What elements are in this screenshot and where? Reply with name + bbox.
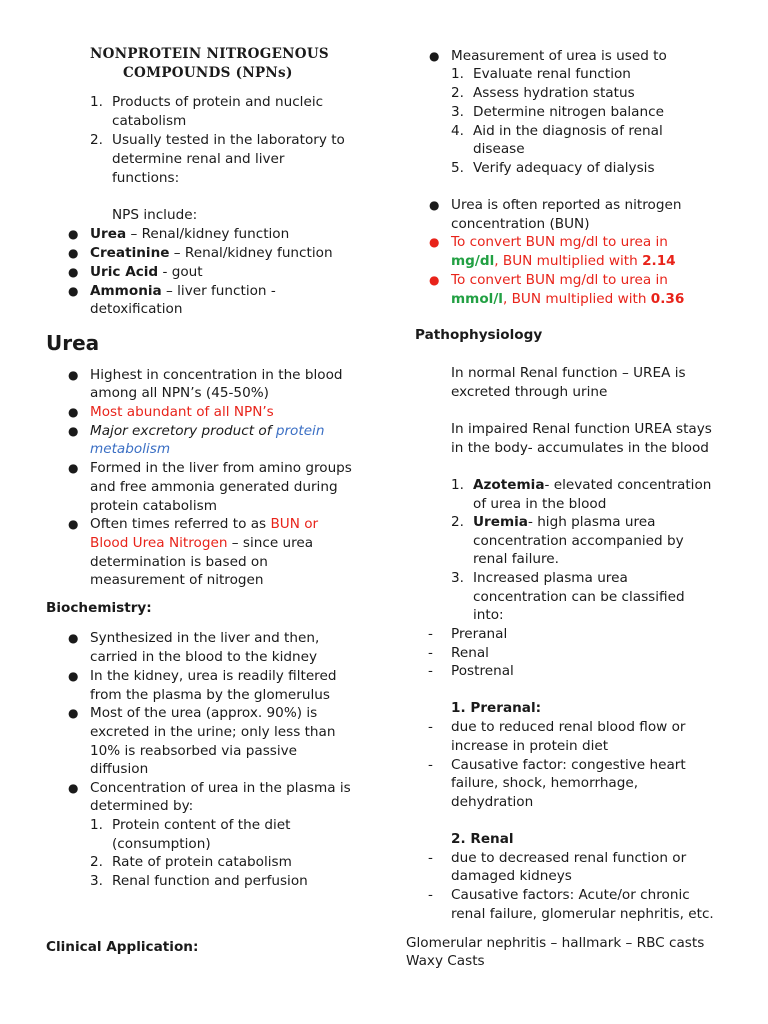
- biochem-bullet2-line1: In the kidney, urea is readily filtered: [90, 668, 337, 684]
- list-item: Uric Acid - gout: [90, 264, 203, 280]
- bullet-icon: ●: [68, 424, 79, 438]
- convert1-line2: mg/dl, BUN multiplied with 2.14: [451, 253, 676, 269]
- uremia-line1: Uremia- high plasma urea: [473, 514, 656, 530]
- normal-line1: In normal Renal function – UREA is: [451, 365, 686, 381]
- increased-line1: Increased plasma urea: [473, 570, 628, 586]
- preranal-desc2-line1: Causative factor: congestive heart: [451, 757, 686, 773]
- biochem-bullet3-line3: 10% is reabsorbed via passive: [90, 743, 298, 759]
- preranal-heading: 1. Preranal:: [451, 700, 542, 716]
- uremia-line3: renal failure.: [473, 551, 559, 567]
- biochem-bullet1-line2: carried in the blood to the kidney: [90, 649, 318, 665]
- biochem-sub1-line1: Protein content of the diet: [112, 817, 291, 833]
- list-number: 3.: [451, 570, 464, 586]
- azotemia-line2: of urea in the blood: [473, 496, 607, 512]
- list-item: Creatinine – Renal/kidney function: [90, 245, 333, 261]
- biochem-sub1-line2: (consumption): [112, 836, 211, 852]
- pathophysiology-heading: Pathophysiology: [415, 327, 543, 343]
- list-number: 2.: [90, 132, 103, 148]
- urea-bullet2: Most abundant of all NPN’s: [90, 404, 274, 420]
- list-number: 2.: [451, 85, 464, 101]
- list-item: Urea – Renal/kidney function: [90, 226, 290, 242]
- increased-line3: into:: [473, 607, 504, 623]
- dash-icon: -: [428, 645, 433, 661]
- biochem-bullet3-line1: Most of the urea (approx. 90%) is: [90, 705, 318, 721]
- preranal-desc1-line2: increase in protein diet: [451, 738, 609, 754]
- clinical-application-heading: Clinical Application:: [46, 939, 199, 955]
- bullet-icon: ●: [429, 273, 440, 287]
- bullet-icon: ●: [68, 781, 79, 795]
- renal-desc1-line1: due to decreased renal function or: [451, 850, 687, 866]
- measure-item: Verify adequacy of dialysis: [473, 160, 655, 176]
- bullet-icon: ●: [429, 49, 440, 63]
- bullet-icon: ●: [68, 405, 79, 419]
- measure-item: Determine nitrogen balance: [473, 104, 664, 120]
- glomerular-line2: Waxy Casts: [406, 953, 485, 969]
- convert2-line1: To convert BUN mg/dl to urea in: [451, 272, 668, 288]
- measure-item: Assess hydration status: [473, 85, 635, 101]
- bullet-icon: ●: [68, 461, 79, 475]
- uremia-line2: concentration accompanied by: [473, 533, 684, 549]
- convert1-line1: To convert BUN mg/dl to urea in: [451, 234, 668, 250]
- urea-bullet5-line3: determination is based on: [90, 554, 268, 570]
- measure-item: Aid in the diagnosis of renal: [473, 123, 663, 139]
- reported-line1: Urea is often reported as nitrogen: [451, 197, 682, 213]
- urea-bullet3-line1: Major excretory product of protein: [90, 423, 325, 439]
- renal-desc2-line2: renal failure, glomerular nephritis, etc.: [451, 906, 714, 922]
- biochem-bullet1-line1: Synthesized in the liver and then,: [90, 630, 320, 646]
- biochem-bullet2-line2: from the plasma by the glomerulus: [90, 687, 330, 703]
- dash-icon: -: [428, 663, 433, 679]
- impaired-line1: In impaired Renal function UREA stays: [451, 421, 712, 437]
- bullet-icon: ●: [68, 265, 79, 279]
- urea-bullet4-line1: Formed in the liver from amino groups: [90, 460, 352, 476]
- list-item-continuation: detoxification: [90, 301, 183, 317]
- list-number: 4.: [451, 123, 464, 139]
- list-number: 1.: [90, 817, 103, 833]
- list-number: 3.: [451, 104, 464, 120]
- urea-bullet3-line2: metabolism: [90, 441, 171, 457]
- bullet-icon: ●: [68, 631, 79, 645]
- reported-line2: concentration (BUN): [451, 216, 590, 232]
- bullet-icon: ●: [68, 517, 79, 531]
- impaired-line2: in the body- accumulates in the blood: [451, 440, 709, 456]
- biochem-sub3: Renal function and perfusion: [112, 873, 308, 889]
- measure-item-continuation: disease: [473, 141, 525, 157]
- normal-line2: excreted through urine: [451, 384, 608, 400]
- convert2-line2: mmol/l, BUN multiplied with 0.36: [451, 291, 685, 307]
- dash-icon: -: [428, 850, 433, 866]
- renal-desc2-line1: Causative factors: Acute/or chronic: [451, 887, 690, 903]
- list-number: 2.: [90, 854, 103, 870]
- measure-line: Measurement of urea is used to: [451, 48, 667, 64]
- biochem-bullet3-line4: diffusion: [90, 761, 149, 777]
- renal-desc1-line2: damaged kidneys: [451, 868, 572, 884]
- urea-bullet5-line2: Blood Urea Nitrogen – since urea: [90, 535, 314, 551]
- biochem-bullet4-line1: Concentration of urea in the plasma is: [90, 780, 351, 796]
- bullet-icon: ●: [68, 227, 79, 241]
- urea-heading: Urea: [46, 331, 100, 355]
- biochem-bullet3-line2: excreted in the urine; only less than: [90, 724, 336, 740]
- npn-item2-line1: Usually tested in the laboratory to: [112, 132, 345, 148]
- npn-title-line1: NONPROTEIN NITROGENOUS: [90, 46, 329, 62]
- npn-item2-line2: determine renal and liver: [112, 151, 285, 167]
- preranal-desc2-line3: dehydration: [451, 794, 534, 810]
- preranal-desc2-line2: failure, shock, hemorrhage,: [451, 775, 639, 791]
- class-item: Renal: [451, 645, 489, 661]
- bullet-icon: ●: [68, 284, 79, 298]
- urea-bullet4-line2: and free ammonia generated during: [90, 479, 338, 495]
- class-item: Postrenal: [451, 663, 514, 679]
- bullet-icon: ●: [68, 246, 79, 260]
- list-number: 1.: [451, 477, 464, 493]
- list-number: 1.: [451, 66, 464, 82]
- dash-icon: -: [428, 719, 433, 735]
- urea-bullet1-line1: Highest in concentration in the blood: [90, 367, 343, 383]
- list-number: 2.: [451, 514, 464, 530]
- urea-bullet5-line4: measurement of nitrogen: [90, 572, 264, 588]
- biochem-sub2: Rate of protein catabolism: [112, 854, 292, 870]
- bullet-icon: ●: [429, 198, 440, 212]
- urea-bullet4-line3: protein catabolism: [90, 498, 217, 514]
- bullet-icon: ●: [429, 235, 440, 249]
- bullet-icon: ●: [68, 368, 79, 382]
- list-number: 5.: [451, 160, 464, 176]
- dash-icon: -: [428, 626, 433, 642]
- class-item: Preranal: [451, 626, 508, 642]
- list-number: 3.: [90, 873, 103, 889]
- bullet-icon: ●: [68, 706, 79, 720]
- list-number: 1.: [90, 94, 103, 110]
- biochem-bullet4-line2: determined by:: [90, 798, 194, 814]
- nps-include-label: NPS include:: [112, 207, 198, 223]
- preranal-desc1-line1: due to reduced renal blood flow or: [451, 719, 686, 735]
- dash-icon: -: [428, 757, 433, 773]
- urea-bullet5-line1: Often times referred to as BUN or: [90, 516, 319, 532]
- npn-item1-line1: Products of protein and nucleic: [112, 94, 324, 110]
- measure-item: Evaluate renal function: [473, 66, 631, 82]
- biochemistry-heading: Biochemistry:: [46, 600, 152, 616]
- glomerular-line1: Glomerular nephritis – hallmark – RBC casts: [406, 935, 705, 951]
- bullet-icon: ●: [68, 669, 79, 683]
- dash-icon: -: [428, 887, 433, 903]
- npn-item1-line2: catabolism: [112, 113, 187, 129]
- npn-title-line2: COMPOUNDS (NPNs): [123, 65, 293, 81]
- azotemia-line1: Azotemia- elevated concentration: [473, 477, 712, 493]
- renal-heading: 2. Renal: [451, 831, 514, 847]
- list-item: Ammonia – liver function -: [90, 283, 276, 299]
- npn-item2-line3: functions:: [112, 170, 180, 186]
- increased-line2: concentration can be classified: [473, 589, 685, 605]
- urea-bullet1-line2: among all NPN’s (45-50%): [90, 385, 269, 401]
